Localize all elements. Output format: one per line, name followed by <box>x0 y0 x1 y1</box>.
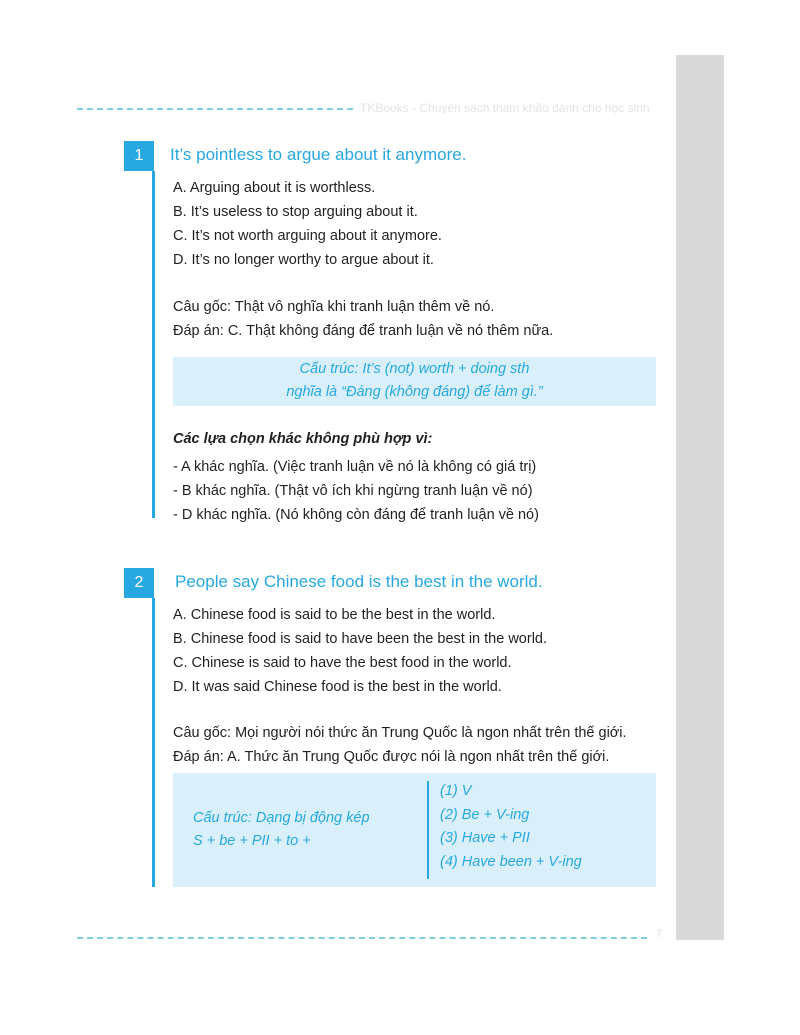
question-2-accent-line <box>152 598 155 887</box>
structure-line-2: nghĩa là “Đáng (không đáng) để làm gì.” <box>286 384 543 400</box>
other-choice-a: - A khác nghĩa. (Việc tranh luận về nó là không có giá trị) <box>173 459 537 475</box>
page-number: 7 <box>656 928 663 940</box>
structure-box-1 <box>173 357 656 406</box>
structure-box-2 <box>173 773 656 887</box>
structure-formula: S + be + PII + to + <box>193 833 311 849</box>
footer-dashed-line <box>77 937 647 939</box>
structure-left <box>193 807 370 853</box>
other-choice-b: - B khác nghĩa. (Thật vô ích khi ngừng tranh luận về nó) <box>173 483 533 499</box>
question-2-text: People say Chinese food is the best in the world. <box>175 572 543 591</box>
question-1-text: It’s pointless to argue about it anymore. <box>170 145 467 164</box>
other-choices-list <box>173 455 539 527</box>
structure-options <box>440 780 582 874</box>
question-1-explanation <box>173 295 553 343</box>
option-c: C. Chinese is said to have the best food in the world. <box>173 655 512 671</box>
option-a: A. Arguing about it is worthless. <box>173 180 376 196</box>
option-d: D. It was said Chinese food is the best in the world. <box>173 679 502 695</box>
original-sentence: Câu gốc: Thật vô nghĩa khi tranh luận thêm về nó. <box>173 299 495 315</box>
option-c: C. It’s not worth arguing about it anymore. <box>173 228 442 244</box>
header-dashed-line <box>77 108 353 110</box>
answer-line: Đáp án: C. Thật không đáng để tranh luận về nó thêm nữa. <box>173 323 554 339</box>
other-choice-d: - D khác nghĩa. (Nó không còn đáng để tranh luận về nó) <box>173 507 539 523</box>
question-2-explanation <box>173 721 627 769</box>
answer-line: Đáp án: A. Thức ăn Trung Quốc được nói là ngon nhất trên thế giới. <box>173 749 610 765</box>
side-strip <box>676 55 724 940</box>
option-a: A. Chinese food is said to be the best in the world. <box>173 607 496 623</box>
question-1-options <box>173 176 442 272</box>
structure-option-4: (4) Have been + V-ing <box>440 853 582 870</box>
structure-title: Cấu trúc: Dạng bị động kép <box>193 810 370 826</box>
question-2-options <box>173 603 547 699</box>
structure-option-3: (3) Have + PII <box>440 830 530 846</box>
other-choices-heading: Các lựa chọn khác không phù hợp vì: <box>173 431 433 447</box>
header-text: TKBooks - Chuyên sách tham khảo dành cho học sinh <box>360 101 650 115</box>
structure-divider <box>427 781 429 879</box>
structure-line-1: Cấu trúc: It’s (not) worth + doing sth <box>299 361 530 377</box>
option-b: B. It’s useless to stop arguing about it. <box>173 204 418 220</box>
structure-option-2: (2) Be + V-ing <box>440 806 530 823</box>
question-number-2: 2 <box>124 568 154 598</box>
structure-option-1: (1) V <box>440 783 472 799</box>
option-d: D. It’s no longer worthy to argue about it. <box>173 252 434 268</box>
question-number-1: 1 <box>124 141 154 171</box>
option-b: B. Chinese food is said to have been the best in the world. <box>173 631 548 647</box>
question-1-accent-line <box>152 171 155 518</box>
original-sentence: Câu gốc: Mọi người nói thức ăn Trung Quốc là ngon nhất trên thế giới. <box>173 725 627 741</box>
